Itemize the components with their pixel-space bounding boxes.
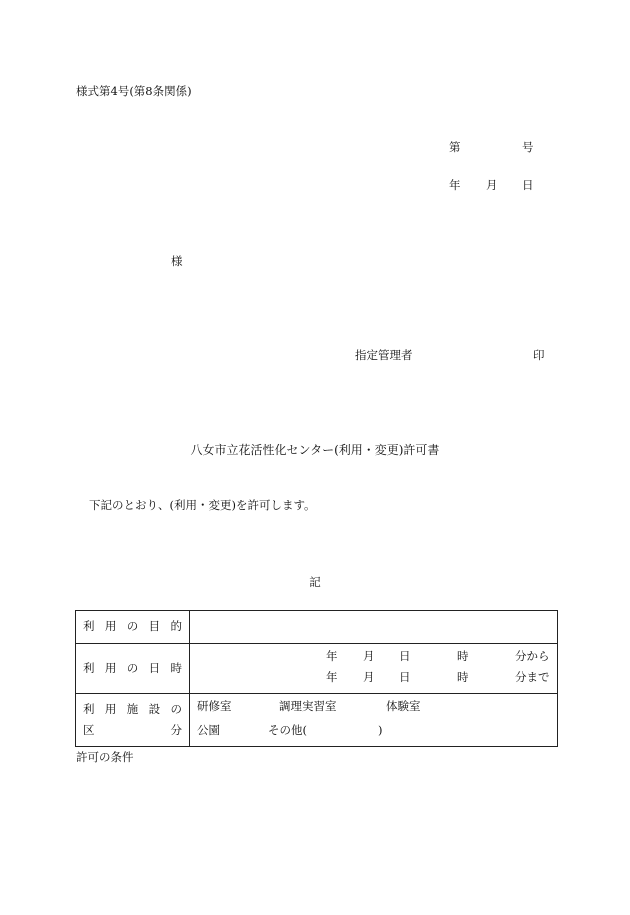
label-char: 区 <box>83 723 95 737</box>
facility-option-cooking-room[interactable]: 調理実習室 <box>279 699 337 713</box>
start-year: 年 <box>326 649 338 663</box>
permit-table <box>75 610 558 747</box>
facility-option-other[interactable]: その他( <box>268 723 307 737</box>
facility-options-line1 <box>190 701 557 715</box>
addressee-suffix: 様 <box>171 254 183 268</box>
issue-date-year: 年 <box>449 178 461 192</box>
label-char: の <box>126 660 139 675</box>
label-char: 利 <box>83 619 95 634</box>
label-char: 利 <box>83 660 95 675</box>
datetime-value-cell[interactable] <box>190 644 558 694</box>
label-char: の <box>126 619 139 634</box>
label-char: 施 <box>126 701 139 716</box>
label-char: 用 <box>104 660 117 675</box>
purpose-value-cell[interactable] <box>190 611 558 644</box>
label-char: 設 <box>148 701 161 716</box>
ki-heading: 記 <box>309 575 321 589</box>
label-char: 用 <box>104 701 117 716</box>
end-month: 月 <box>363 670 375 684</box>
label-char: 日 <box>148 660 161 675</box>
manager-label: 指定管理者 <box>355 348 413 362</box>
end-minute-until: 分まで <box>515 670 550 684</box>
purpose-label-cell <box>76 611 190 644</box>
form-code: 様式第4号(第8条関係) <box>76 84 192 98</box>
facility-option-other-close: ) <box>378 723 383 737</box>
document-title: 八女市立花活性化センター(利用・変更)許可書 <box>190 443 440 457</box>
facility-label-line2 <box>76 725 189 737</box>
facility-value-cell <box>190 694 558 747</box>
datetime-row <box>76 644 558 694</box>
start-hour: 時 <box>457 649 469 663</box>
datetime-start-line <box>190 651 557 665</box>
label-char: 的 <box>170 619 182 634</box>
end-year: 年 <box>326 670 338 684</box>
label-char: の <box>170 701 182 716</box>
facility-row <box>76 694 558 747</box>
end-hour: 時 <box>457 670 469 684</box>
facility-option-training-room[interactable]: 研修室 <box>197 699 232 713</box>
facility-option-experience-room[interactable]: 体験室 <box>386 699 421 713</box>
purpose-row <box>76 611 558 644</box>
label-char: 用 <box>104 619 117 634</box>
datetime-label-cell <box>76 644 190 694</box>
start-day: 日 <box>399 649 411 663</box>
permit-conditions-label: 許可の条件 <box>76 750 134 764</box>
facility-label-line1 <box>76 701 189 716</box>
label-char: 目 <box>148 619 161 634</box>
facility-label <box>76 701 189 737</box>
facility-option-park[interactable]: 公園 <box>197 723 220 737</box>
purpose-label <box>76 621 189 633</box>
issue-date-month: 月 <box>486 178 498 192</box>
datetime-end-line <box>190 672 557 686</box>
label-char: 時 <box>170 660 182 675</box>
label-char: 利 <box>83 701 95 716</box>
facility-label-cell <box>76 694 190 747</box>
datetime-label <box>76 660 189 675</box>
end-day: 日 <box>399 670 411 684</box>
facility-options-line2 <box>190 725 557 739</box>
start-minute-from: 分から <box>515 649 550 663</box>
issue-date-day: 日 <box>522 178 534 192</box>
document-number-suffix: 号 <box>522 140 534 154</box>
label-char: 分 <box>170 723 182 737</box>
body-text: 下記のとおり、(利用・変更)を許可します。 <box>89 498 316 512</box>
document-number-prefix: 第 <box>449 140 461 154</box>
start-month: 月 <box>363 649 375 663</box>
seal-mark: 印 <box>533 348 545 362</box>
